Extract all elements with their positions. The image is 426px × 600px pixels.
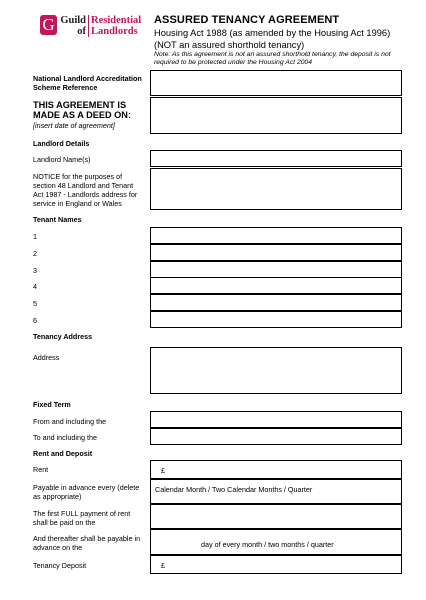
tenancy-address-field[interactable] xyxy=(150,347,402,394)
deposit-currency-symbol: £ xyxy=(161,561,165,570)
tenant-number-label: 6 xyxy=(33,316,37,325)
tenancy-address-heading: Tenancy Address xyxy=(33,332,93,341)
thereafter-payment-field[interactable] xyxy=(150,529,402,555)
tenant-name-field-1[interactable] xyxy=(150,227,402,244)
rent-amount-field[interactable] xyxy=(150,460,402,479)
from-date-label: From and including the xyxy=(33,417,107,426)
payable-frequency-options: Calendar Month / Two Calendar Months / Quarter xyxy=(155,485,313,494)
first-payment-label: The first FULL payment of rent shall be paid on the xyxy=(33,509,131,527)
from-date-field[interactable] xyxy=(150,411,402,428)
document-title: ASSURED TENANCY AGREEMENT xyxy=(154,14,340,26)
rent-deposit-heading: Rent and Deposit xyxy=(33,449,93,458)
tenant-name-field-2[interactable] xyxy=(150,244,402,261)
deed-heading: THIS AGREEMENT IS MADE AS A DEED ON: xyxy=(33,100,132,120)
to-date-label: To and including the xyxy=(33,433,97,442)
tenant-name-field-3[interactable] xyxy=(150,261,402,278)
document-subtitle-act: Housing Act 1988 (as amended by the Housing Act 1996) xyxy=(154,28,391,38)
tenant-name-field-4[interactable] xyxy=(150,277,402,294)
rent-currency-symbol: £ xyxy=(161,466,165,475)
address-label: Address xyxy=(33,353,60,362)
logo-text-residential: Residential xyxy=(91,15,142,26)
guild-logo-icon xyxy=(40,15,57,35)
logo-text-guild: Guild xyxy=(60,15,86,26)
tenancy-deposit-label: Tenancy Deposit xyxy=(33,561,87,570)
fixed-term-heading: Fixed Term xyxy=(33,400,71,409)
logo-text-landlords: Landlords xyxy=(91,26,138,37)
first-payment-date-field[interactable] xyxy=(150,504,402,529)
tenant-names-heading: Tenant Names xyxy=(33,215,82,224)
logo-text-of: of xyxy=(77,26,86,37)
accreditation-field[interactable] xyxy=(150,70,402,96)
tenant-name-field-6[interactable] xyxy=(150,311,402,328)
landlord-notice-label: NOTICE for the purposes of section 48 Landlord and Tenant Act 1987 - Landlords address for service in England or Wales xyxy=(33,172,138,208)
deed-date-field[interactable] xyxy=(150,97,402,134)
payable-frequency-field[interactable] xyxy=(150,479,402,504)
logo-divider xyxy=(88,15,89,37)
tenant-number-label: 1 xyxy=(33,232,37,241)
landlord-details-heading: Landlord Details xyxy=(33,139,90,148)
landlord-name-label: Landlord Name(s) xyxy=(33,155,91,164)
accreditation-label: National Landlord Accreditation Scheme Reference xyxy=(33,74,142,92)
tenant-number-label: 3 xyxy=(33,266,37,275)
tenant-name-field-5[interactable] xyxy=(150,294,402,311)
thereafter-payment-options: day of every month / two months / quarter xyxy=(201,540,334,549)
thereafter-payment-label: And thereafter shall be payable in advance on the xyxy=(33,534,141,552)
to-date-field[interactable] xyxy=(150,428,402,445)
logo-glyph: G xyxy=(42,15,55,34)
landlord-address-field[interactable] xyxy=(150,168,402,210)
landlord-name-field[interactable] xyxy=(150,150,402,167)
deed-date-hint: [insert date of agreement] xyxy=(33,121,115,130)
payable-frequency-label: Payable in advance every (delete as appropriate) xyxy=(33,483,140,501)
tenant-number-label: 2 xyxy=(33,249,37,258)
deposit-note: Note: As this agreement is not an assured shorthold tenancy, the deposit is not required to be protected under the Housing Act 2004 xyxy=(154,51,391,66)
tenant-number-label: 4 xyxy=(33,282,37,291)
document-subtitle-not-shorthold: (NOT an assured shorthold tenancy) xyxy=(154,40,305,50)
rent-label: Rent xyxy=(33,465,49,474)
tenant-number-label: 5 xyxy=(33,299,37,308)
tenancy-deposit-field[interactable] xyxy=(150,555,402,574)
